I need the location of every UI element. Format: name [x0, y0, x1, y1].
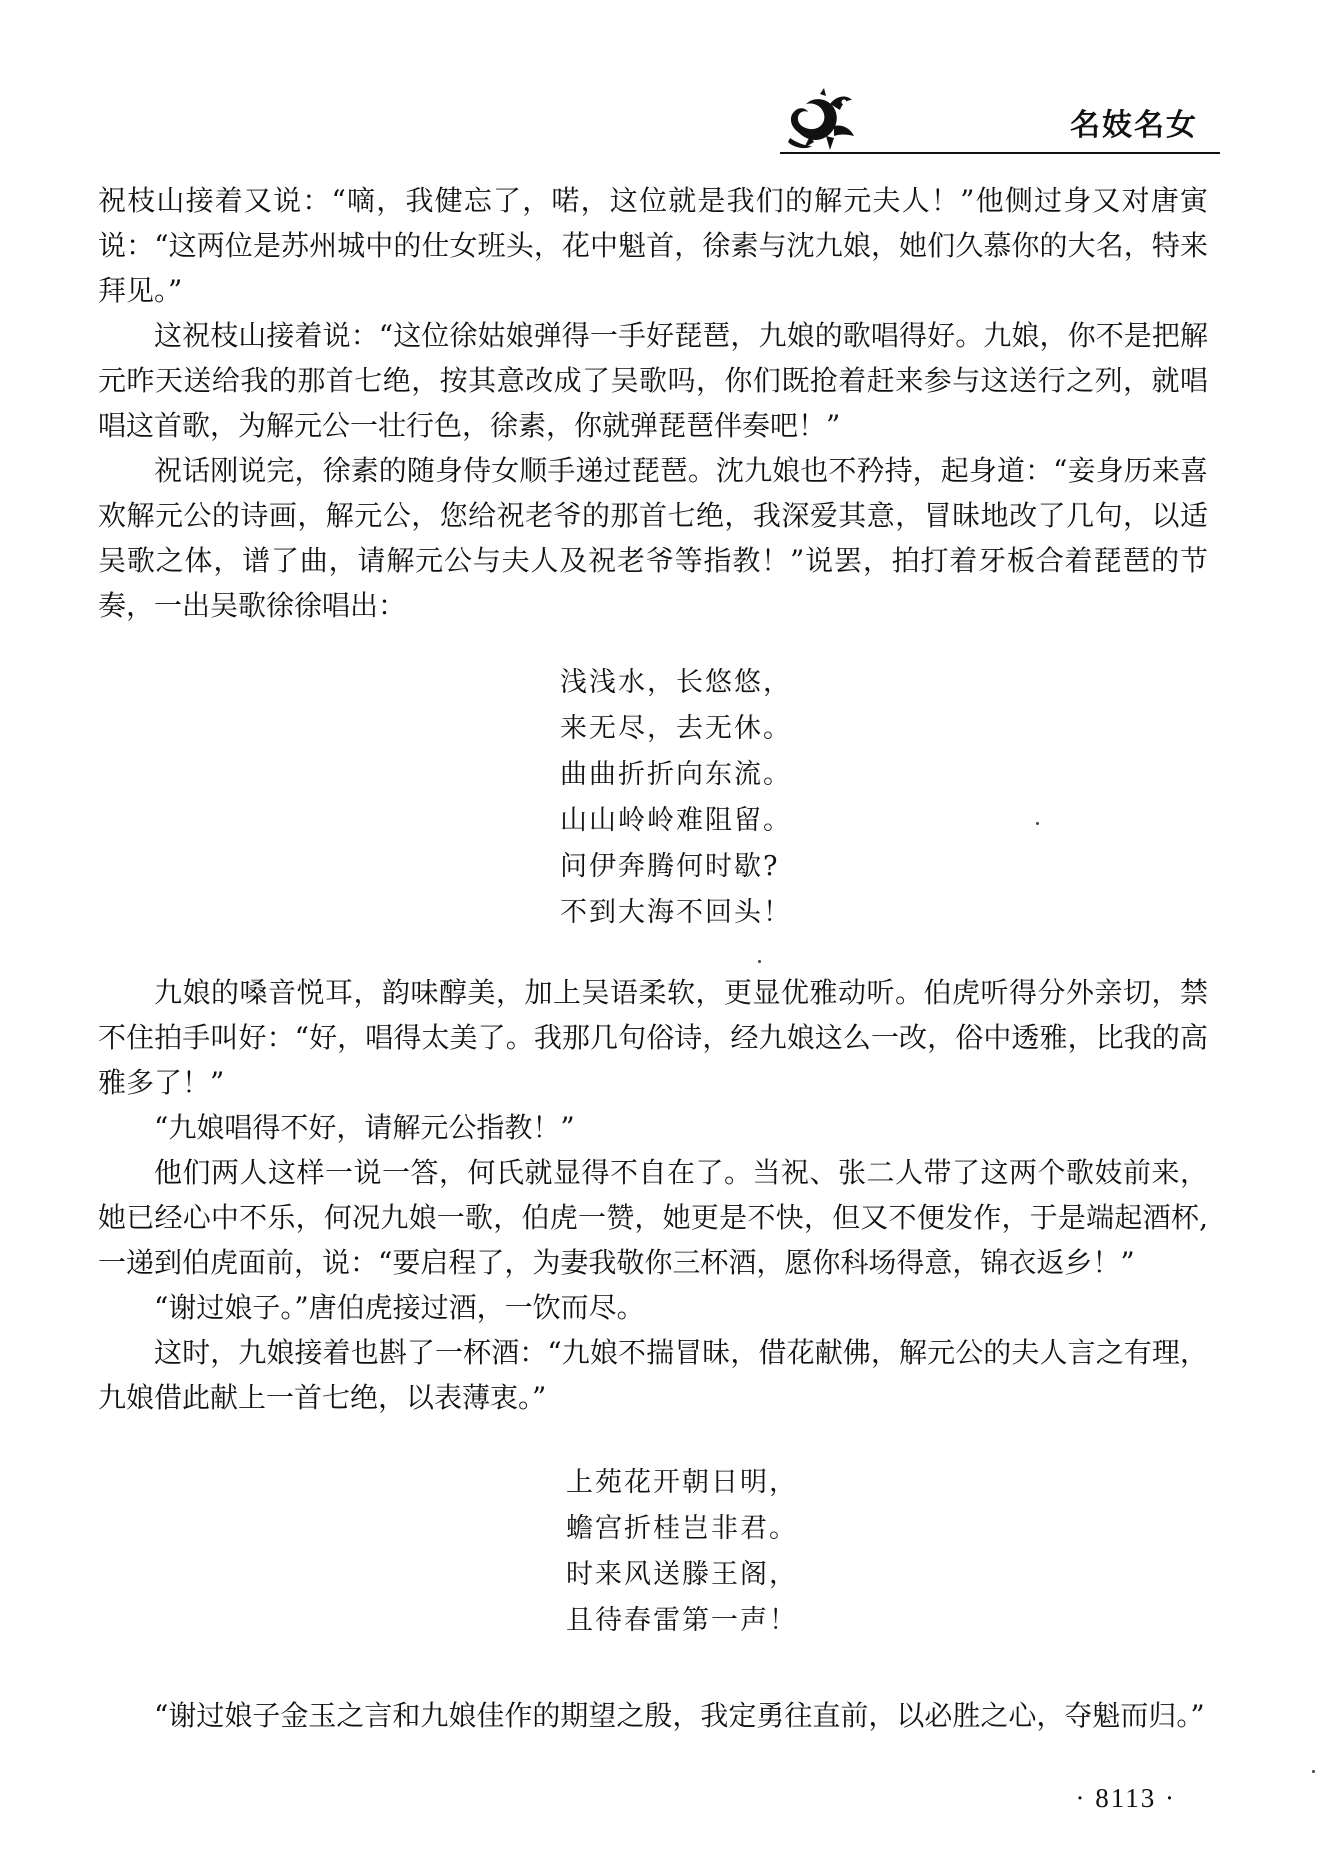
verse-line: 曲曲折折向东流。 — [560, 759, 792, 790]
verse-line: 浅浅水，长悠悠， — [560, 667, 792, 698]
verse-line: 蟾宫折桂岂非君。 — [566, 1513, 798, 1544]
header-rule — [780, 152, 1220, 154]
scan-speck — [1036, 822, 1039, 825]
song-verse — [560, 660, 792, 936]
verse-line: 问伊奔腾何时歇? — [560, 851, 780, 882]
verse-line: 时来风送滕王阁， — [566, 1559, 798, 1590]
paragraph: “谢过娘子。”唐伯虎接过酒，一饮而尽。 — [154, 1291, 645, 1324]
paragraph: 这祝枝山接着说：“这位徐姑娘弹得一手好琵琶，九娘的歌唱得好。九娘，你不是把解元昨天送给我的那首七绝，按其意改成了吴歌吗，你们既抢着赶来参与这送行之列，就唱唱这首歌，为解元公一壮行色，徐素，你就弹琵琶伴奏吧！” — [98, 319, 1208, 442]
paragraph: 祝枝山接着又说：“嘀，我健忘了，喏，这位就是我们的解元夫人！”他侧过身又对唐寅说：“这两位是苏州城中的仕女班头，花中魁首，徐素与沈九娘，她们久慕你的大名，特来拜见。” — [98, 184, 1208, 307]
poem-verse — [566, 1460, 798, 1644]
page-number: · 8113 · — [1075, 1783, 1176, 1813]
paragraph: 他们两人这样一说一答，何氏就显得不自在了。当祝、张二人带了这两个歌妓前来，她已经心中不乐，何况九娘一歌，伯虎一赞，她更是不快，但又不便发作，于是端起酒杯,一递到伯虎面前，说：“要启程了，为妻我敬你三杯酒，愿你科场得意，锦衣返乡！” — [98, 1156, 1208, 1279]
verse-line: 来无尽，去无休。 — [560, 713, 792, 744]
dragon-emblem-icon — [780, 86, 860, 154]
paragraph: “谢过娘子金玉之言和九娘佳作的期望之殷，我定勇往直前，以必胜之心，夺魁而归。” — [154, 1699, 1205, 1732]
verse-line: 且待春雷第一声！ — [566, 1605, 798, 1636]
section-title: 名妓名女 — [1070, 108, 1198, 143]
verse-line: 山山岭岭难阻留。 — [560, 805, 792, 836]
paragraph: 祝话刚说完，徐素的随身侍女顺手递过琵琶。沈九娘也不矜持，起身道：“妾身历来喜欢解元公的诗画，解元公，您给祝老爷的那首七绝，我深爱其意，冒昧地改了几句，以适吴歌之体，谱了曲，请解元公与夫人及祝老爷等指教！”说罢，拍打着牙板合着琵琶的节奏，一出吴歌徐徐唱出： — [98, 454, 1208, 622]
verse-line: 上苑花开朝日明， — [566, 1467, 798, 1498]
paragraph: 这时，九娘接着也斟了一杯酒：“九娘不揣冒昧，借花献佛，解元公的夫人言之有理，九娘借此献上一首七绝，以表薄衷。” — [98, 1336, 1208, 1414]
text-block-bottom — [98, 1693, 1208, 1738]
scan-speck — [758, 960, 761, 963]
scan-speck — [1312, 1770, 1315, 1773]
page-header — [780, 86, 1220, 158]
verse-line: 不到大海不回头！ — [560, 897, 792, 928]
text-block-top — [98, 178, 1208, 628]
text-block-middle — [98, 970, 1208, 1420]
paragraph: “九娘唱得不好，请解元公指教！” — [154, 1111, 575, 1144]
paragraph: 九娘的嗓音悦耳，韵味醇美，加上吴语柔软，更显优雅动听。伯虎听得分外亲切，禁不住拍手叫好：“好，唱得太美了。我那几句俗诗，经九娘这么一改，俗中透雅，比我的高雅多了！” — [98, 976, 1208, 1099]
